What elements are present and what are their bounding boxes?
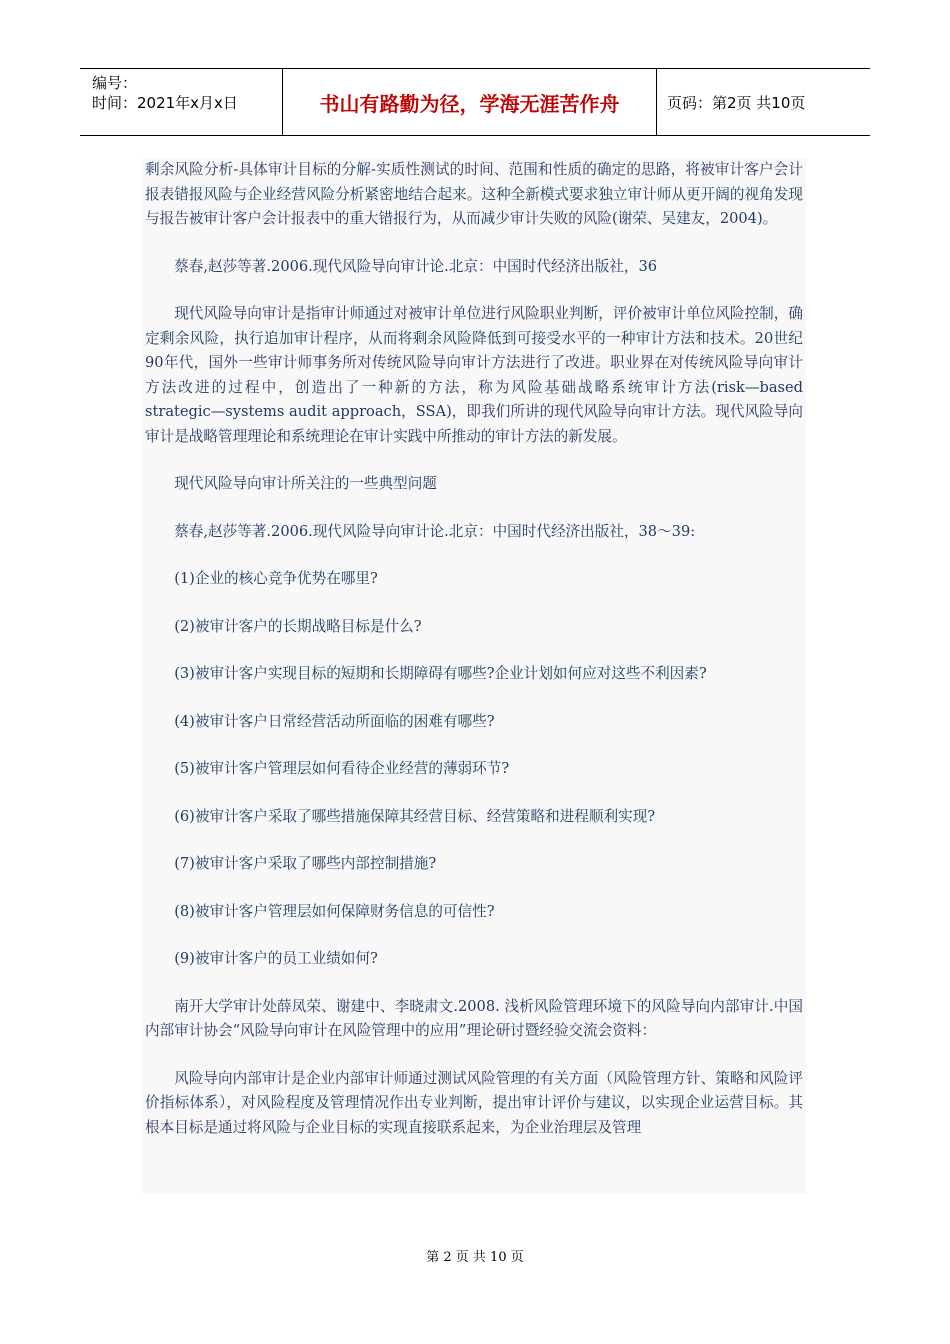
question-item-3: (3)被审计客户实现目标的短期和长期障碍有哪些?企业计划如何应对这些不利因素? — [174, 665, 707, 682]
paragraph-modern-risk-audit-definition: 现代风险导向审计是指审计师通过对被审计单位进行风险职业判断，评价被审计单位风险控制，确定剩余风险，执行追加审计程序，从而将剩余风险降低到可接受水平的一种审计方法和技术。20世纪90年代，国外一些审计师事务所对传统风险导向审计方法进行了改进。职业界在对传统风险导向审计方法改进的过程中，创造出了一种新的方法，称为风险基础战略系统审计方法(risk—based strategic—systems audit approach，SSA)，即我们所讲的现代风险导向审计方法。现代风险导向审计是战略管理理论和系统理论在审计实践中所推动的审计方法的新发展。 — [145, 305, 803, 445]
paragraph-internal-audit-definition: 风险导向内部审计是企业内部审计师通过测试风险管理的有关方面（风险管理方针、策略和风险评价指标体系），对风险程度及管理情况作出专业判断，提出审计评价与建议，以实现企业运营目标。其根本目标是通过将风险与企业目标的实现直接联系起来，为企业治理层及管理 — [145, 1069, 803, 1136]
document-number-label: 编号： — [92, 74, 138, 92]
header-motto: 书山有路勤为径，学海无涯苦作舟 — [319, 91, 620, 116]
page-header — [80, 68, 870, 136]
header-page-cell — [657, 69, 870, 135]
document-date-label: 时间：2021年x月x日 — [92, 94, 238, 112]
question-item-7: (7)被审计客户采取了哪些内部控制措施? — [174, 855, 437, 872]
question-item-5: (5)被审计客户管理层如何看待企业经营的薄弱环节? — [174, 760, 510, 777]
citation-caichun-36: 蔡春,赵莎等著.2006.现代风险导向审计论.北京：中国时代经济出版社，36 — [174, 257, 658, 275]
page-footer: 第 2 页 共 10 页 — [426, 1250, 524, 1265]
header-info-cell — [80, 69, 283, 135]
question-item-8: (8)被审计客户管理层如何保障财务信息的可信性? — [174, 902, 495, 920]
question-item-9: (9)被审计客户的员工业绩如何? — [174, 950, 378, 967]
document-body — [142, 158, 806, 1194]
citation-caichun-38-39: 蔡春,赵莎等著.2006.现代风险导向审计论.北京：中国时代经济出版社，38～39: — [174, 522, 696, 540]
paragraph-risk-analysis: 剩余风险分析-具体审计目标的分解-实质性测试的时间、范围和性质的确定的思路，将被审计客户会计报表错报风险与企业经营风险分析紧密地结合起来。这种全新模式要求独立审计师从更开阔的视角发现与报告被审计客户会计报表中的重大错报行为，从而减少审计失败的风险(谢荣、吴建友，2004)。 — [145, 161, 803, 227]
header-page-number: 页码：第2页 共10页 — [667, 93, 806, 112]
question-item-6: (6)被审计客户采取了哪些措施保障其经营目标、经营策略和进程顺利实现? — [174, 807, 656, 825]
header-motto-cell — [283, 69, 657, 135]
question-item-2: (2)被审计客户的长期战略目标是什么? — [174, 617, 422, 635]
question-item-1: (1)企业的核心竞争优势在哪里? — [174, 570, 378, 587]
section-heading-typical-questions: 现代风险导向审计所关注的一些典型问题 — [174, 475, 437, 492]
citation-nankai-2008: 南开大学审计处薛凤荣、谢建中、李晓肃文.2008. 浅析风险管理环境下的风险导向内部审计.中国内部审计协会“风险导向审计在风险管理中的应用”理论研讨暨经验交流会资料： — [145, 997, 803, 1039]
question-item-4: (4)被审计客户日常经营活动所面临的困难有哪些? — [174, 712, 495, 730]
